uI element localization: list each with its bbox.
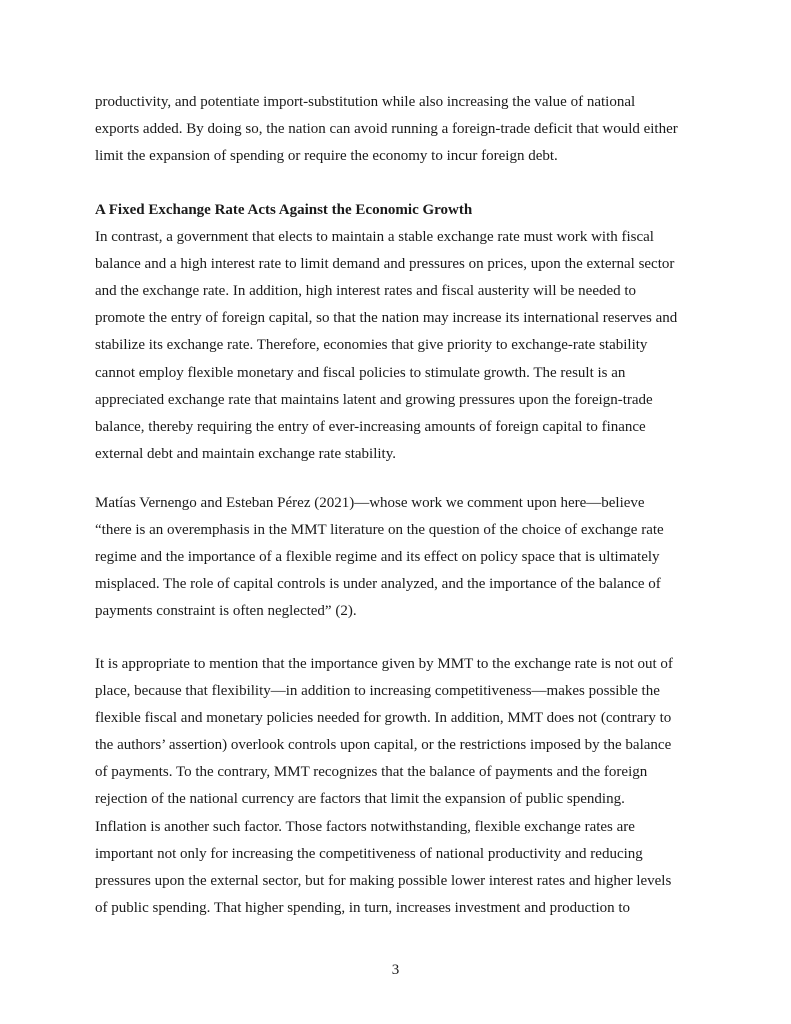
section-fixed-exchange-rate — [95, 197, 700, 468]
text-line: promote the entry of foreign capital, so that the nation may increase its international reserves and — [95, 310, 678, 327]
text-line: stabilize its exchange rate. Therefore, economies that give priority to exchange-rate stability — [95, 337, 648, 354]
text-line: balance and a high interest rate to limit demand and pressures on prices, upon the external sector — [95, 256, 675, 273]
text-line: important not only for increasing the competitiveness of national productivity and reducing — [95, 845, 643, 862]
text-line: In contrast, a government that elects to maintain a stable exchange rate must work with fiscal — [95, 229, 654, 246]
text-line: balance, thereby requiring the entry of ever-increasing amounts of foreign capital to finance — [95, 418, 646, 435]
text-line: and the exchange rate. In addition, high interest rates and fiscal austerity will be needed to — [95, 283, 637, 300]
text-line: of public spending. That higher spending, in turn, increases investment and production to — [95, 899, 631, 916]
paragraph-continuation — [95, 89, 700, 170]
text-line: payments constraint is often neglected” (2). — [95, 603, 357, 620]
text-line: misplaced. The role of capital controls is under analyzed, and the importance of the balance of — [95, 576, 661, 593]
text-line: It is appropriate to mention that the importance given by MMT to the exchange rate is not out of — [95, 656, 673, 672]
text-line: cannot employ flexible monetary and fiscal policies to stimulate growth. The result is an — [95, 364, 626, 381]
text-line: “there is an overemphasis in the MMT literature on the question of the choice of exchange rate — [95, 522, 664, 539]
text-line: place, because that flexibility—in addition to increasing competitiveness—makes possible the — [95, 683, 660, 700]
text-line: external debt and maintain exchange rate stability. — [95, 445, 396, 462]
text-line: flexible fiscal and monetary policies needed for growth. In addition, MMT does not (contrary to — [95, 710, 672, 727]
text-line: the authors’ assertion) overlook controls upon capital, or the restrictions imposed by the balance — [95, 737, 672, 754]
text-line: Inflation is another such factor. Those factors notwithstanding, flexible exchange rates are — [95, 818, 635, 835]
text-line: limit the expansion of spending or require the economy to incur foreign debt. — [95, 148, 558, 165]
text-line: regime and the importance of a flexible regime and its effect on policy space that is ultimately — [95, 549, 660, 566]
text-line: appreciated exchange rate that maintains latent and growing pressures upon the foreign-trade — [95, 391, 653, 408]
paragraph-vernengo-perez — [95, 490, 700, 625]
text-line: Matías Vernengo and Esteban Pérez (2021)—whose work we comment upon here—believe — [95, 495, 645, 511]
paragraph-mmt-response — [95, 651, 700, 922]
text-line: of payments. To the contrary, MMT recognizes that the balance of payments and the foreign — [95, 764, 648, 781]
text-line: exports added. By doing so, the nation can avoid running a foreign-trade deficit that would either — [95, 121, 678, 138]
text-line: rejection of the national currency are factors that limit the expansion of public spending. — [95, 791, 625, 808]
text-line: productivity, and potentiate import-substitution while also increasing the value of national — [95, 94, 636, 110]
text-line: pressures upon the external sector, but for making possible lower interest rates and higher levels — [95, 872, 672, 889]
section-heading: A Fixed Exchange Rate Acts Against the Economic Growth — [95, 202, 473, 218]
page-number: 3 — [391, 962, 400, 978]
